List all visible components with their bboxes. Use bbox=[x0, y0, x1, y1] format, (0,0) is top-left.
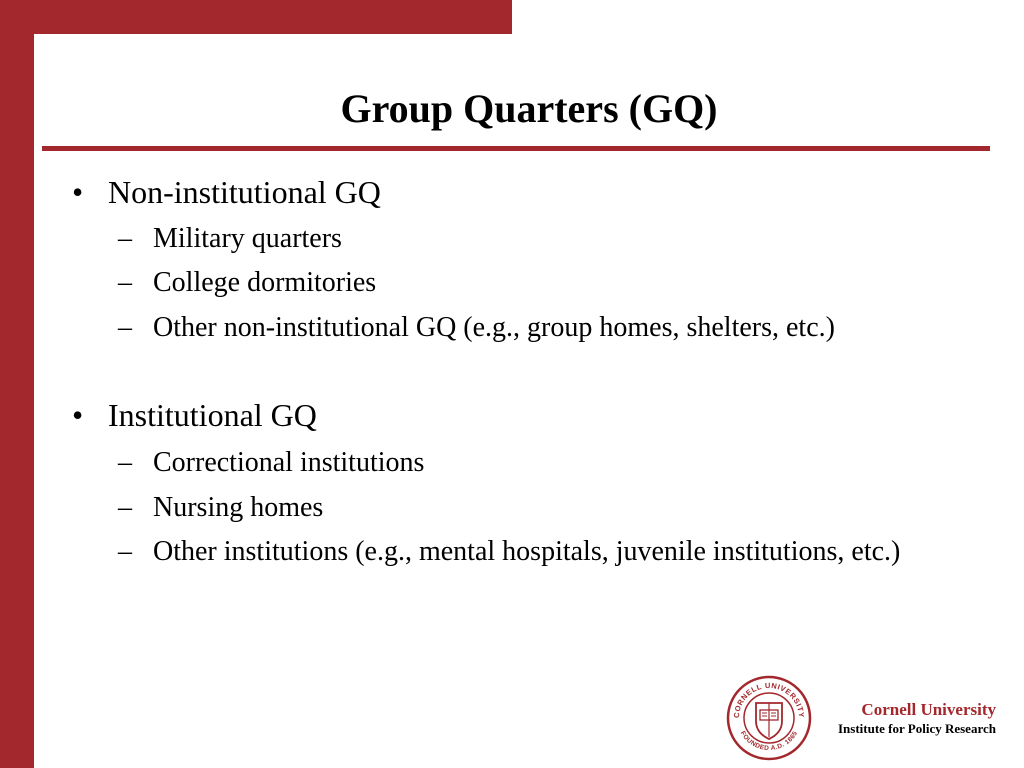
subitem-text: Nursing homes bbox=[153, 492, 324, 523]
subitem-text: College dormitories bbox=[153, 267, 377, 298]
svg-text:FOUNDED A.D. 1865: FOUNDED A.D. 1865 bbox=[738, 730, 800, 753]
subitem-correctional-institutions bbox=[118, 445, 948, 480]
dash-icon: – bbox=[118, 312, 132, 343]
cornell-seal-icon bbox=[726, 675, 812, 761]
institute-name: Institute for Policy Research bbox=[837, 721, 996, 736]
subitem-other-institutions bbox=[118, 534, 948, 569]
subitem-nursing-homes bbox=[118, 490, 948, 525]
dash-icon: – bbox=[118, 447, 132, 478]
bullet-text: Institutional GQ bbox=[108, 397, 317, 433]
top-accent-bar bbox=[0, 0, 512, 34]
subitem-military-quarters bbox=[118, 221, 948, 256]
subitem-text: Military quarters bbox=[153, 223, 342, 254]
dash-icon: – bbox=[118, 536, 132, 567]
svg-text:CORNELL UNIVERSITY: CORNELL UNIVERSITY bbox=[731, 680, 807, 719]
bullet-text: Non-institutional GQ bbox=[108, 174, 381, 210]
left-accent-bar bbox=[0, 0, 34, 768]
title-divider bbox=[42, 146, 990, 151]
subitem-college-dormitories bbox=[118, 265, 948, 300]
slide-title: Group Quarters (GQ) bbox=[340, 86, 718, 131]
subitem-other-non-institutional bbox=[118, 310, 948, 345]
university-name: Cornell University bbox=[861, 700, 996, 719]
subitem-text: Other institutions (e.g., mental hospitals, juvenile institutions, etc.) bbox=[153, 536, 901, 567]
subitem-text: Correctional institutions bbox=[153, 447, 425, 478]
subitem-text: Other non-institutional GQ (e.g., group homes, shelters, etc.) bbox=[153, 312, 835, 343]
dash-icon: – bbox=[118, 223, 132, 254]
dash-icon: – bbox=[118, 267, 132, 298]
bullet-icon: • bbox=[72, 397, 84, 433]
bullet-icon: • bbox=[72, 174, 84, 210]
dash-icon: – bbox=[118, 492, 132, 523]
